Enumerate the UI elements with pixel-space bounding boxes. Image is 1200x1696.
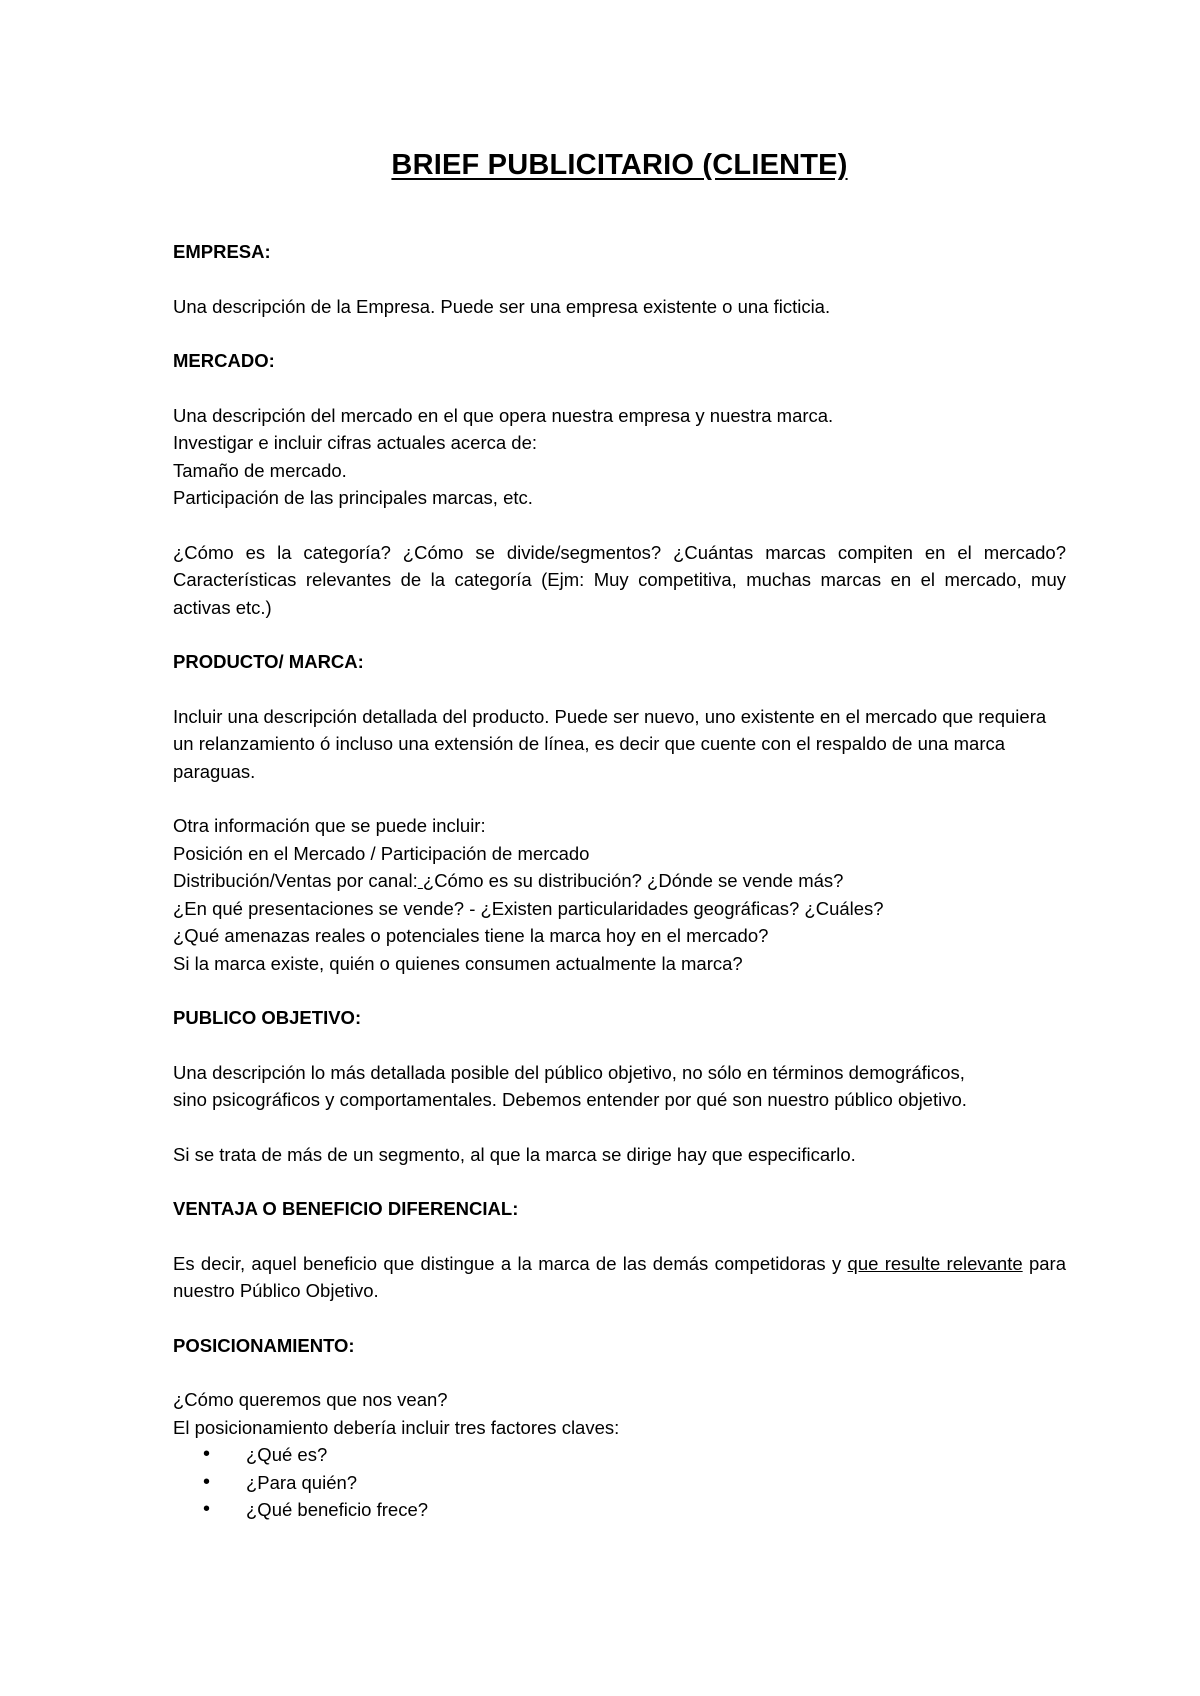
section-producto xyxy=(173,648,1066,977)
mercado-line: Tamaño de mercado. xyxy=(173,459,347,481)
bullet-icon: • xyxy=(203,1498,211,1520)
ventaja-description xyxy=(173,1250,1066,1305)
mercado-line: Participación de las principales marcas, etc. xyxy=(173,487,533,508)
list-item-text: ¿Qué es? xyxy=(246,1444,328,1465)
producto-line: ¿Qué amenazas reales o potenciales tiene la marca hoy en el mercado? xyxy=(173,925,769,946)
bullet-icon: • xyxy=(203,1470,211,1493)
section-heading-producto: PRODUCTO/ MARCA: xyxy=(173,651,364,672)
producto-distribution-line xyxy=(173,867,1066,895)
mercado-line: Investigar e incluir cifras actuales acerca de: xyxy=(173,432,538,453)
list-item-text: ¿Qué beneficio frece? xyxy=(246,1499,429,1520)
list-item-text: ¿Para quién? xyxy=(246,1471,358,1493)
producto-line: Otra información que se puede incluir: xyxy=(173,815,486,836)
section-posicionamiento xyxy=(173,1332,1066,1524)
document-title: BRIEF PUBLICITARIO (CLIENTE) xyxy=(391,149,848,181)
posicionamiento-line: ¿Cómo queremos que nos vean? xyxy=(173,1389,448,1410)
producto-description: Incluir una descripción detallada del producto. Puede ser nuevo, uno existente en el mercado que requiera un relanzamiento ó incluso una extensión de línea, es decir que cuente con el respaldo de una marca paraguas. xyxy=(173,705,1047,782)
publico-line: sino psicográficos y comportamentales. Debemos entender por qué son nuestro público objetivo. xyxy=(173,1089,967,1110)
section-heading-mercado: MERCADO: xyxy=(173,350,275,371)
ventaja-text-before: Es decir, aquel beneficio que distingue a la marca de las demás competidoras y xyxy=(173,1252,848,1274)
producto-extra-info xyxy=(173,812,1066,977)
producto-line: Posición en el Mercado / Participación de mercado xyxy=(173,842,590,864)
mercado-line: Una descripción del mercado en el que opera nuestra empresa y nuestra marca. xyxy=(173,404,834,426)
list-item xyxy=(173,1496,1066,1524)
distribution-label: Distribución/Ventas por canal: xyxy=(173,870,418,891)
mercado-details xyxy=(173,402,1066,512)
producto-line: Si la marca existe, quién o quienes consumen actualmente la marca? xyxy=(173,952,743,974)
section-heading-ventaja: VENTAJA O BENEFICIO DIFERENCIAL: xyxy=(173,1198,519,1219)
section-heading-empresa: EMPRESA: xyxy=(173,241,271,262)
section-empresa xyxy=(173,238,1066,320)
distribution-questions: ¿Cómo es su distribución? ¿Dónde se vende más? xyxy=(422,870,844,891)
posicionamiento-line: El posicionamiento debería incluir tres factores claves: xyxy=(173,1416,620,1438)
ventaja-underlined-text: que resulte relevante xyxy=(847,1252,1023,1274)
section-heading-publico: PUBLICO OBJETIVO: xyxy=(173,1007,362,1028)
section-publico xyxy=(173,1004,1066,1168)
section-ventaja xyxy=(173,1195,1066,1305)
publico-line: Una descripción lo más detallada posible del público objetivo, no sólo en términos demográficos, xyxy=(173,1061,965,1083)
list-item xyxy=(173,1469,1066,1497)
key-factors-list xyxy=(173,1441,1066,1524)
list-item xyxy=(173,1441,1066,1469)
document-content xyxy=(173,145,1066,1524)
publico-segment-note: Si se trata de más de un segmento, al que la marca se dirige hay que especificarlo. xyxy=(173,1143,856,1165)
bullet-icon: • xyxy=(203,1443,211,1465)
posicionamiento-details xyxy=(173,1386,1066,1524)
section-heading-posicionamiento: POSICIONAMIENTO: xyxy=(173,1334,355,1356)
section-mercado xyxy=(173,347,1066,621)
mercado-category-questions: ¿Cómo es la categoría? ¿Cómo se divide/segmentos? ¿Cuántas marcas compiten en el mercado? Características relevantes de la categoría (Ejm: Muy competitiva, muchas marcas en el mercado, muy activas etc.) xyxy=(173,541,1066,618)
empresa-description: Una descripción de la Empresa. Puede ser una empresa existente o una ficticia. xyxy=(173,295,831,317)
publico-description xyxy=(173,1059,1066,1114)
ventaja-text-after: para nuestro Público Objetivo. xyxy=(173,1252,1066,1301)
producto-line: ¿En qué presentaciones se vende? - ¿Existen particularidades geográficas? ¿Cuáles? xyxy=(173,897,884,919)
